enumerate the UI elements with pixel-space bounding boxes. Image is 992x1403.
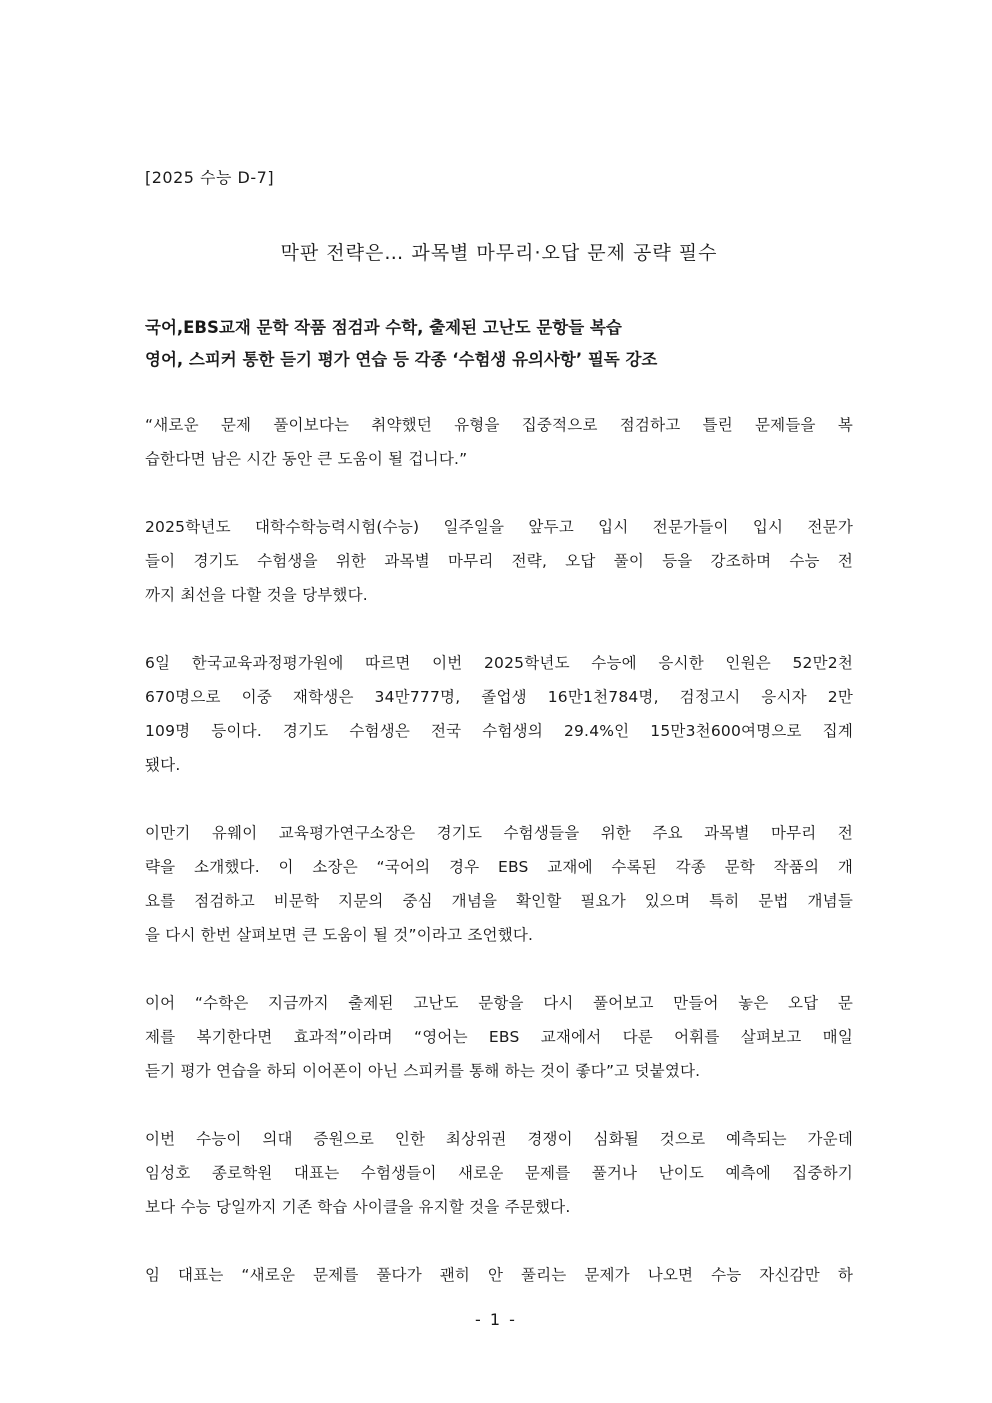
text-line: 6일 한국교육과정평가원에 따르면 이번 2025학년도 수능에 응시한 인원은 52만2천 (145, 654, 853, 672)
text-line: 670명으로 이중 재학생은 34만777명, 졸업생 16만1천784명, 검정고시 응시자 2만 (145, 688, 853, 706)
text-line: 을 다시 한번 살펴보면 큰 도움이 될 것”이라고 조언했다. (145, 926, 534, 944)
text-line: 들이 경기도 수험생을 위한 과목별 마무리 전략, 오답 풀이 등을 강조하며 수능 전 (145, 552, 853, 570)
subtitle-block (145, 312, 853, 376)
text-line: 이만기 유웨이 교육평가연구소장은 경기도 수험생들을 위한 주요 과목별 마무리 전 (145, 824, 853, 842)
paragraph-closing-quote (145, 1258, 853, 1292)
subtitle-line: 국어,EBS교재 문학 작품 점검과 수학, 출제된 고난도 문항들 복습 (145, 318, 622, 337)
article-headline: 막판 전략은… 과목별 마무리·오답 문제 공략 필수 (280, 242, 718, 264)
text-line: 이번 수능이 의대 증원으로 인한 최상위권 경쟁이 심화될 것으로 예측되는 가운데 (145, 1130, 853, 1148)
dateline: [2025 수능 D-7] (145, 168, 275, 187)
article-body (145, 408, 853, 1326)
text-line: 제를 복기한다면 효과적”이라며 “영어는 EBS 교재에서 다룬 어휘를 살펴보고 매일 (145, 1028, 853, 1046)
text-line: 듣기 평가 연습을 하되 이어폰이 아닌 스피커를 통해 하는 것이 좋다”고 덧붙였다. (145, 1062, 701, 1080)
text-line: 이어 “수학은 지금까지 출제된 고난도 문항을 다시 풀어보고 만들어 놓은 오답 문 (145, 994, 853, 1012)
text-line: 보다 수능 당일까지 기존 학습 사이클을 유지할 것을 주문했다. (145, 1198, 571, 1216)
text-line: 임 대표는 “새로운 문제를 풀다가 괜히 안 풀리는 문제가 나오면 수능 자신감만 하 (145, 1266, 853, 1284)
page-number: - 1 - (475, 1310, 517, 1329)
text-line: 됐다. (145, 756, 181, 774)
paragraph-lead (145, 510, 853, 612)
text-line: 략을 소개했다. 이 소장은 “국어의 경우 EBS 교재에 수록된 각종 문학 작품의 개 (145, 858, 853, 876)
text-line: 습한다면 남은 시간 동안 큰 도움이 될 겁니다.” (145, 450, 468, 468)
paragraph-statistics (145, 646, 853, 782)
text-line: 까지 최선을 다할 것을 당부했다. (145, 586, 368, 604)
text-line: 요를 점검하고 비문학 지문의 중심 개념을 확인할 필요가 있으며 특히 문법 개념들 (145, 892, 853, 910)
paragraph-quote-intro (145, 408, 853, 476)
subtitle-line: 영어, 스피커 통한 듣기 평가 연습 등 각종 ‘수험생 유의사항’ 필독 강조 (145, 350, 658, 369)
paragraph-math-english-advice (145, 986, 853, 1088)
text-line: 임성호 종로학원 대표는 수험생들이 새로운 문제를 풀거나 난이도 예측에 집중하기 (145, 1164, 853, 1182)
paragraph-study-cycle (145, 1122, 853, 1224)
text-line: 2025학년도 대학수학능력시험(수능) 일주일을 앞두고 입시 전문가들이 입시 전문가 (145, 518, 853, 536)
text-line: 109명 등이다. 경기도 수험생은 전국 수험생의 29.4%인 15만3천600여명으로 집계 (145, 722, 853, 740)
text-line: “새로운 문제 풀이보다는 취약했던 유형을 집중적으로 점검하고 틀린 문제들을 복 (145, 416, 853, 434)
paragraph-korean-advice (145, 816, 853, 952)
